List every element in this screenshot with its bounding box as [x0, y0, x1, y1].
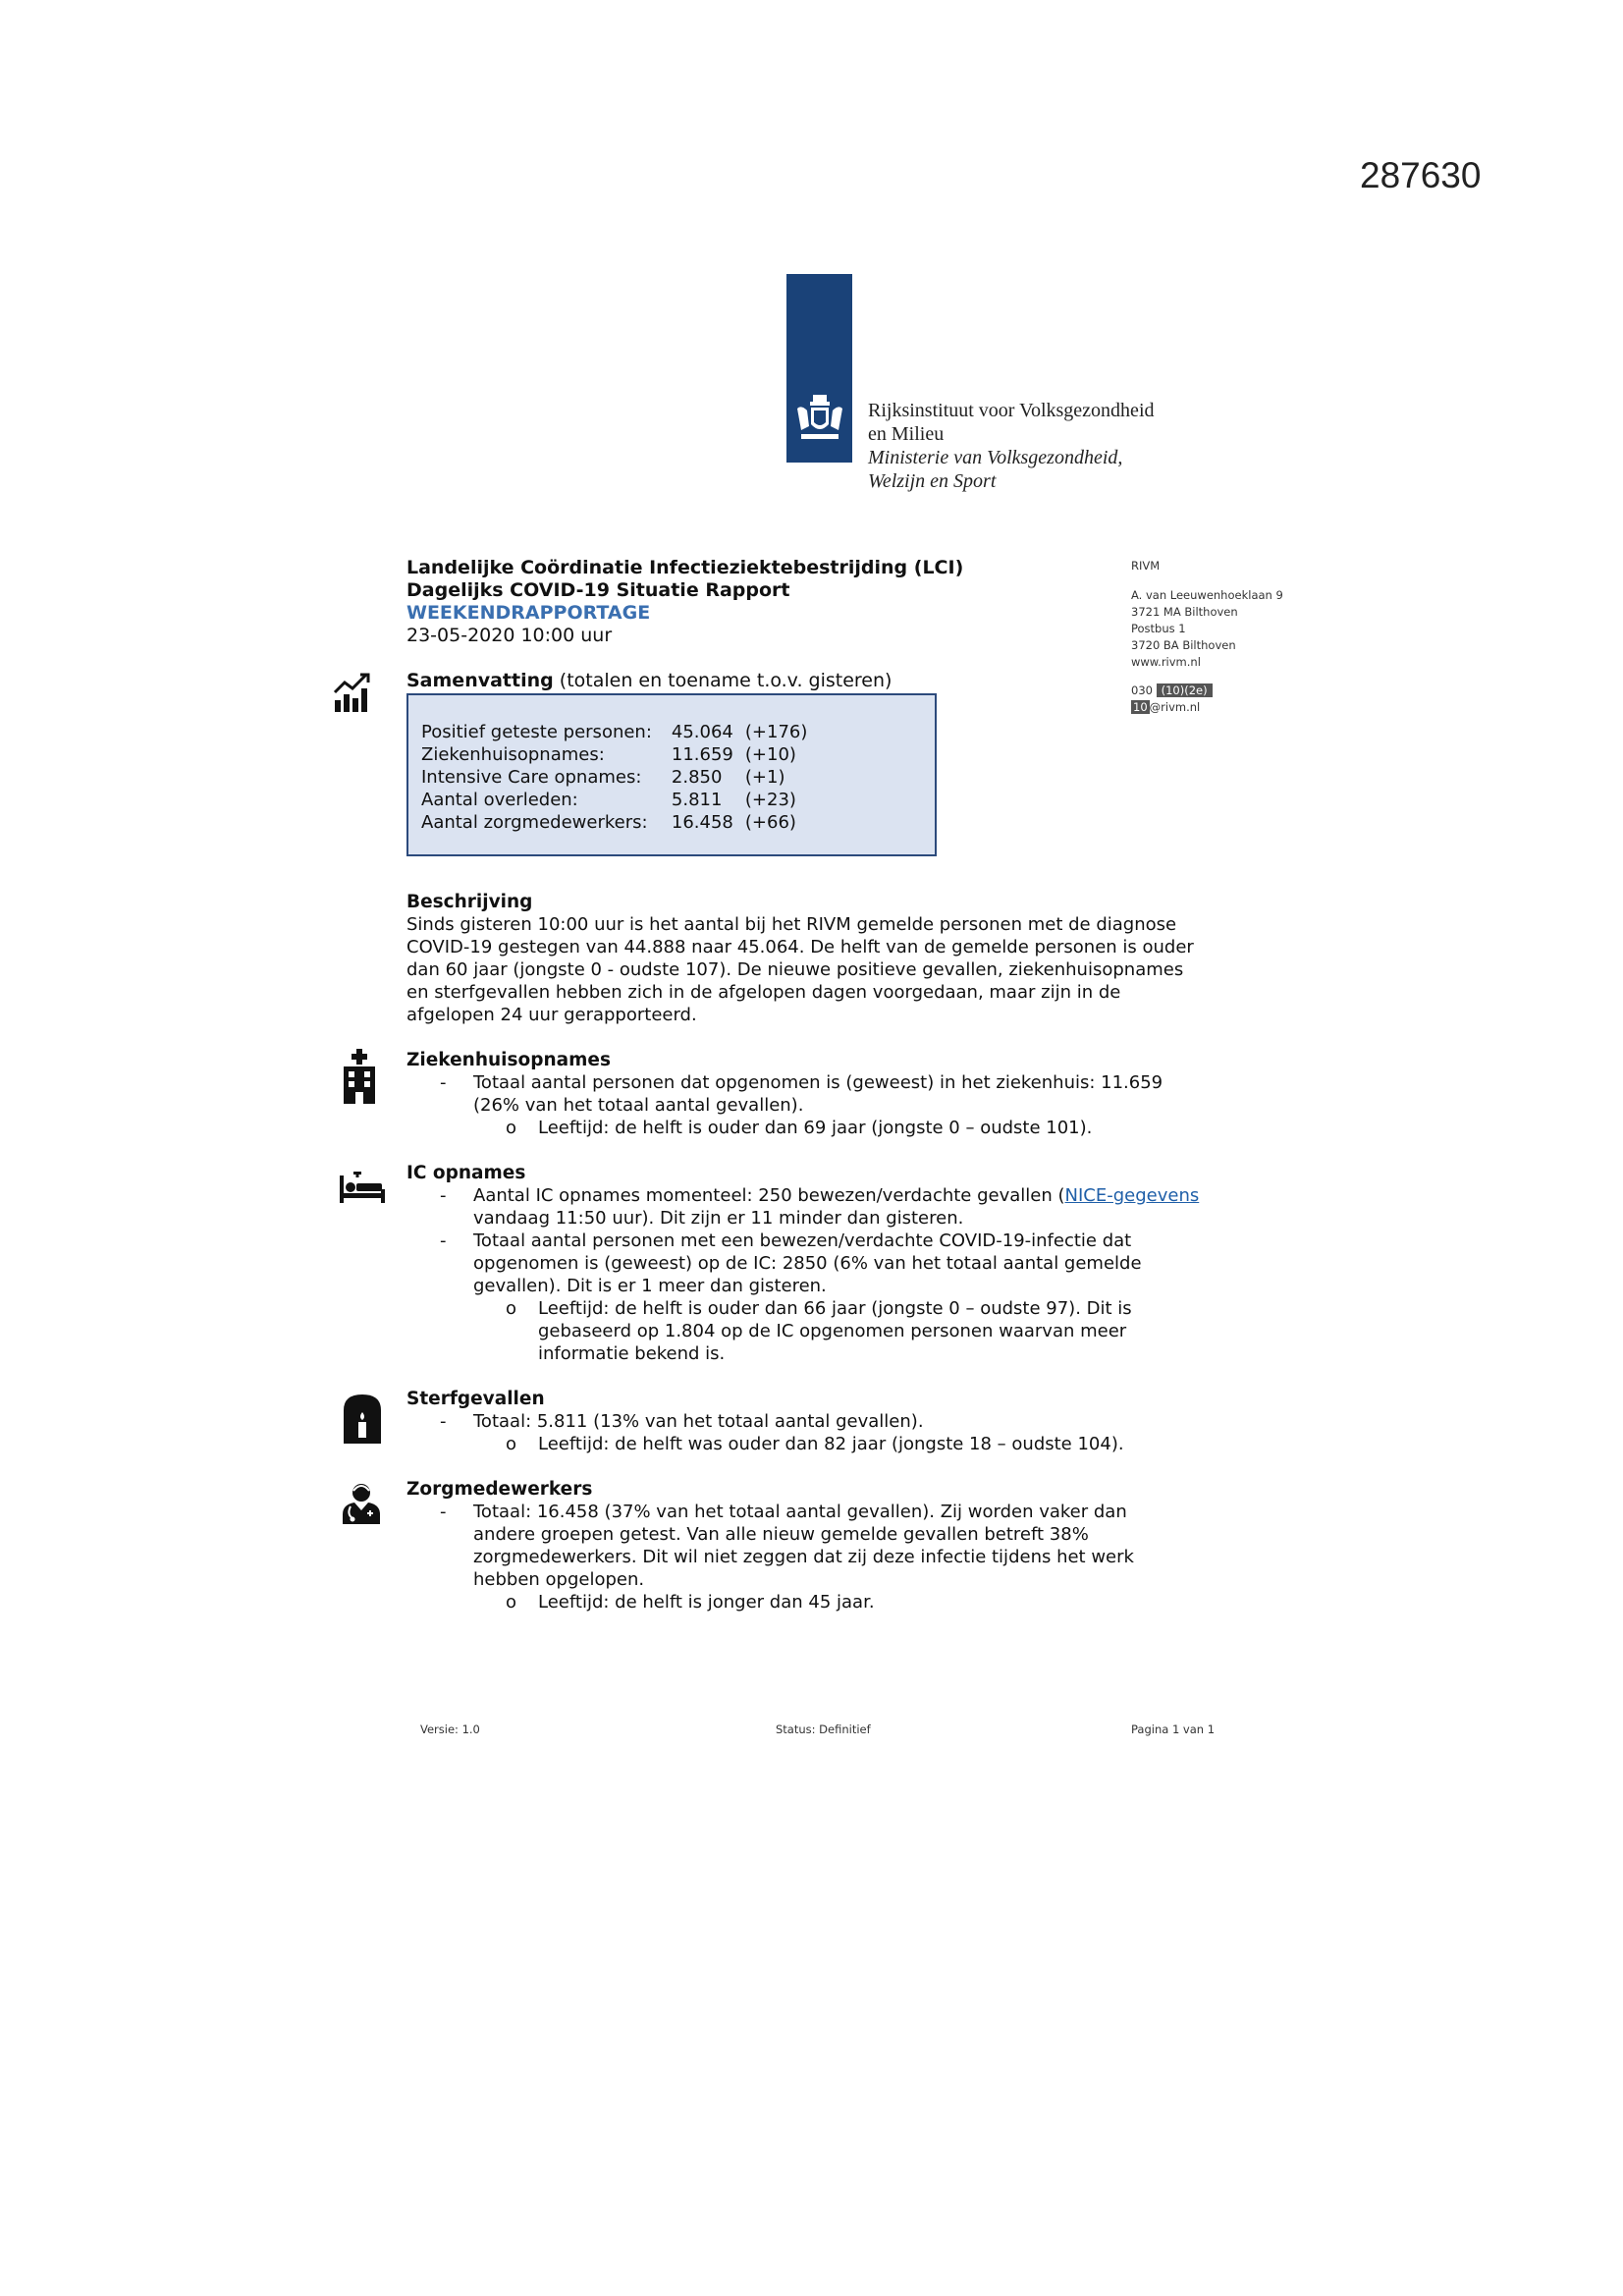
zorg-section	[406, 1478, 1251, 1613]
text-line: Leeftijd: de helft is jonger dan 45 jaar.	[538, 1592, 875, 1613]
text-line: Leeftijd: de helft is ouder dan 66 jaar (jongste 0 – oudste 97). Dit is	[538, 1298, 1132, 1319]
text-line: gebaseerd op 1.804 op de IC opgenomen personen waarvan meer	[538, 1321, 1127, 1341]
summary-value: 16.458	[671, 812, 733, 833]
ziekenhuis-section	[406, 1049, 1251, 1139]
text-line: Totaal: 5.811 (13% van het totaal aantal gevallen).	[473, 1411, 924, 1432]
report-date: 23-05-2020 10:00 uur	[406, 625, 613, 646]
text-line: informatie bekend is.	[538, 1343, 726, 1364]
ministry-line-1: Ministerie van Volksgezondheid,	[868, 447, 1123, 468]
healthcare-worker-icon	[339, 1481, 384, 1524]
sub-list-item	[406, 1297, 1251, 1365]
text-line: Totaal: 16.458 (37% van het totaal aantal gevallen). Zij worden vaker dan	[473, 1502, 1127, 1522]
bullet-marker: o	[506, 1118, 517, 1138]
sub-list-item	[406, 1117, 1251, 1139]
list-item	[406, 1501, 1251, 1591]
sub-list-item	[406, 1433, 1251, 1455]
summary-table	[421, 721, 827, 834]
footer-version: Versie: 1.0	[420, 1722, 480, 1736]
summary-delta: (+66)	[744, 812, 796, 833]
title-weekend: WEEKENDRAPPORTAGE	[406, 602, 651, 624]
org-line-1: Rijksinstituut voor Volksgezondheid	[868, 400, 1155, 421]
summary-delta: (+23)	[744, 790, 796, 810]
summary-subtitle: (totalen en toename t.o.v. gisteren)	[559, 670, 893, 691]
text-line: (26% van het totaal aantal gevallen).	[473, 1095, 804, 1116]
summary-label: Intensive Care opnames:	[421, 767, 642, 788]
beschrijving-text	[406, 913, 1194, 1026]
summary-title: Samenvatting	[406, 670, 554, 691]
hospital-icon	[340, 1049, 379, 1104]
summary-value: 5.811	[671, 790, 723, 810]
summary-value: 45.064	[671, 722, 733, 742]
phone-redacted: (10)(2e)	[1157, 683, 1213, 697]
ziekenhuis-title: Ziekenhuisopnames	[406, 1050, 611, 1070]
summary-label: Positief geteste personen:	[421, 722, 652, 742]
summary-row	[421, 789, 827, 811]
list-item	[406, 1184, 1251, 1230]
address-web: www.rivm.nl	[1131, 655, 1201, 669]
text-line: dan 60 jaar (jongste 0 - oudste 107). De nieuwe positieve gevallen, ziekenhuisopnames	[406, 959, 1184, 980]
text-line: gevallen). Dit is er 1 meer dan gisteren.	[473, 1276, 827, 1296]
crest-icon	[791, 391, 848, 446]
summary-heading	[406, 670, 892, 691]
summary-label: Aantal overleden:	[421, 790, 578, 810]
list-item	[406, 1071, 1251, 1117]
text-line: vandaag 11:50 uur). Dit zijn er 11 minder dan gisteren.	[473, 1208, 964, 1229]
bullet-marker: o	[506, 1298, 517, 1319]
text-line: hebben opgelopen.	[473, 1569, 645, 1590]
title-line-1: Landelijke Coördinatie Infectieziektebestrijding (LCI)	[406, 557, 964, 578]
email-redacted: 10	[1133, 700, 1148, 714]
list-item	[406, 1230, 1251, 1297]
text-line: Leeftijd: de helft is ouder dan 69 jaar (jongste 0 – oudste 101).	[538, 1118, 1093, 1138]
text-line: afgelopen 24 uur gerapporteerd.	[406, 1005, 697, 1025]
bullet-marker: o	[506, 1592, 517, 1613]
dash-marker: -	[440, 1230, 447, 1251]
text-line: COVID-19 gestegen van 44.888 naar 45.064. De helft van de gemelde personen is ouder	[406, 937, 1194, 957]
address-postbus: Postbus 1	[1131, 622, 1186, 635]
text-line: en sterfgevallen hebben zich in de afgelopen dagen voorgedaan, maar zijn in de	[406, 982, 1121, 1003]
footer-status: Status: Definitief	[776, 1722, 871, 1736]
text-line: Leeftijd: de helft was ouder dan 82 jaar (jongste 18 – oudste 104).	[538, 1434, 1124, 1454]
dash-marker: -	[440, 1185, 447, 1206]
address-email	[1131, 699, 1283, 716]
text-line: zorgmedewerkers. Dit wil niet zeggen dat zij deze infectie tijdens het werk	[473, 1547, 1134, 1567]
phone-prefix: 030	[1131, 683, 1153, 697]
address-phone	[1131, 683, 1283, 699]
text-line: Aantal IC opnames momenteel: 250 bewezen/verdachte gevallen (NICE-gegevens	[473, 1185, 1200, 1206]
org-line-2: en Milieu	[868, 423, 945, 445]
text-line: andere groepen getest. Van alle nieuw gemelde gevallen betreft 38%	[473, 1524, 1089, 1545]
text-line: opgenomen is (geweest) op de IC: 2850 (6% van het totaal aantal gemelde	[473, 1253, 1142, 1274]
summary-box	[406, 693, 937, 856]
text-line: Sinds gisteren 10:00 uur is het aantal bij het RIVM gemelde personen met de diagnose	[406, 914, 1177, 935]
summary-label: Aantal zorgmedewerkers:	[421, 812, 648, 833]
text-line: Totaal aantal personen dat opgenomen is (geweest) in het ziekenhuis: 11.659	[473, 1072, 1163, 1093]
text-line: Totaal aantal personen met een bewezen/verdachte COVID-19-infectie dat	[473, 1230, 1132, 1251]
beschrijving-section	[406, 891, 1194, 1026]
address-street: A. van Leeuwenhoeklaan 9	[1131, 588, 1283, 602]
footer-page: Pagina 1 van 1	[1131, 1722, 1216, 1736]
address-city: 3721 MA Bilthoven	[1131, 605, 1238, 619]
summary-delta: (+10)	[744, 744, 796, 765]
dash-marker: -	[440, 1411, 447, 1432]
document-number: 287630	[1360, 155, 1482, 195]
summary-row	[421, 766, 827, 789]
ic-title: IC opnames	[406, 1163, 526, 1183]
summary-label: Ziekenhuisopnames:	[421, 744, 605, 765]
ic-section	[406, 1162, 1251, 1365]
address-postcity: 3720 BA Bilthoven	[1131, 638, 1236, 652]
ministry-line-2: Welzijn en Sport	[868, 470, 997, 492]
address-org: RIVM	[1131, 559, 1161, 573]
title-line-2: Dagelijks COVID-19 Situatie Rapport	[406, 579, 790, 601]
dash-marker: -	[440, 1072, 447, 1093]
summary-delta: (+176)	[744, 722, 808, 742]
summary-value: 2.850	[671, 767, 723, 788]
sub-list-item	[406, 1591, 1251, 1613]
beschrijving-title: Beschrijving	[406, 892, 533, 912]
organization-name	[868, 399, 1155, 493]
sterf-section	[406, 1388, 1251, 1455]
list-item	[406, 1410, 1251, 1433]
zorg-title: Zorgmedewerkers	[406, 1479, 593, 1500]
bullet-marker: o	[506, 1434, 517, 1454]
summary-row	[421, 721, 827, 743]
dash-marker: -	[440, 1502, 447, 1522]
summary-row	[421, 743, 827, 766]
address-block	[1131, 558, 1283, 716]
summary-value: 11.659	[671, 744, 733, 765]
sterf-title: Sterfgevallen	[406, 1389, 545, 1409]
nice-gegevens-link[interactable]: NICE-gegevens	[1064, 1185, 1200, 1206]
chart-trend-icon	[333, 671, 376, 714]
summary-row	[421, 811, 827, 834]
summary-delta: (+1)	[744, 767, 785, 788]
report-title	[406, 557, 963, 647]
tombstone-candle-icon	[342, 1393, 383, 1444]
hospital-bed-icon	[338, 1172, 387, 1205]
email-suffix: @rivm.nl	[1149, 700, 1201, 714]
